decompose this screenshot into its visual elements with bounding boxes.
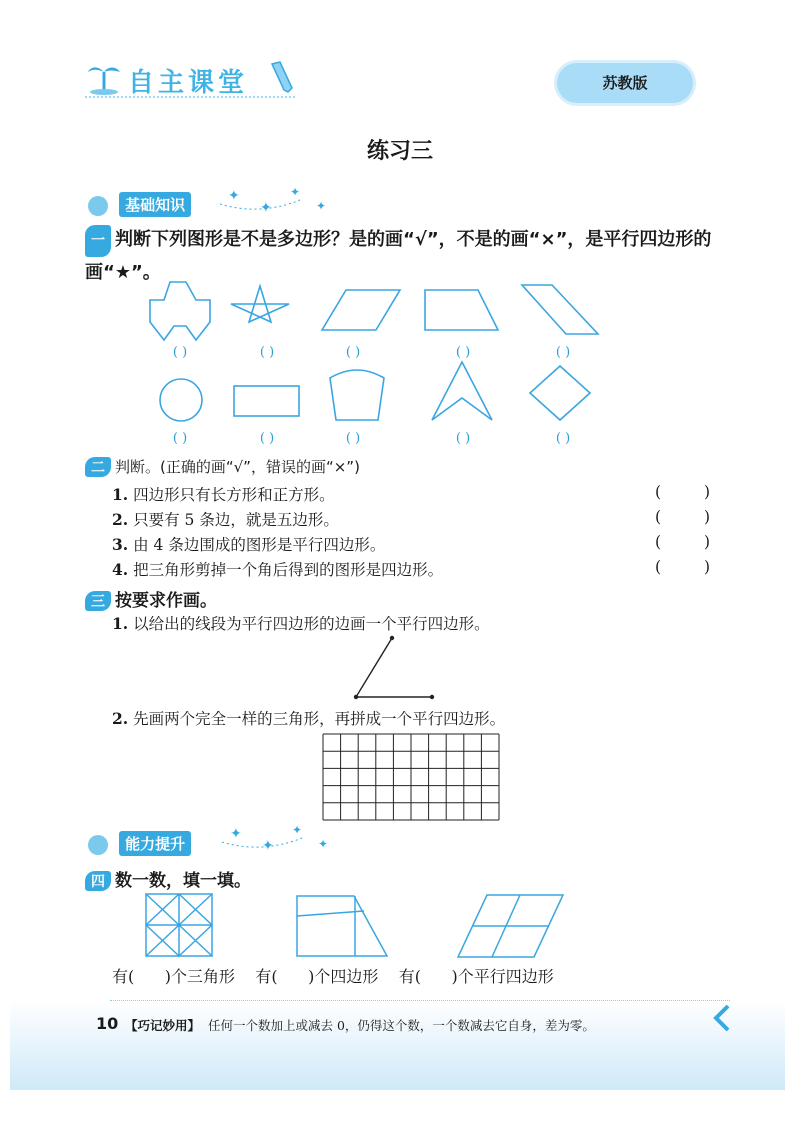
svg-text:✦: ✦ (318, 837, 329, 851)
q4-text: 数一数，填一填。 (115, 871, 251, 891)
svg-text:✦: ✦ (316, 199, 327, 213)
q1-answer-8[interactable]: ( ) (345, 431, 361, 446)
square-triangles-figure (146, 894, 212, 956)
q3-number: 三 (85, 591, 111, 611)
q1-answer-1[interactable]: ( ) (172, 345, 188, 360)
parallelogram-grid-figure (458, 895, 563, 957)
trapezoid-quads-figure (297, 896, 387, 956)
q2-text: 判断。(正确的画“√”，错误的画“×”) (115, 458, 360, 476)
q2-answer-1[interactable]: ( ) (655, 483, 710, 501)
svg-text:✦: ✦ (292, 823, 303, 837)
q2-answer-2[interactable]: ( ) (655, 508, 710, 526)
q1-answer-9[interactable]: ( ) (455, 431, 471, 446)
q4-fill-line[interactable]: 有( )个三角形 有( )个四边形 有( )个平行四边形 (112, 967, 554, 986)
q3-item-1: 1. 以给出的线段为平行四边形的边画一个平行四边形。 (112, 614, 490, 633)
q2-number: 二 (85, 457, 111, 477)
svg-text:✦: ✦ (290, 185, 301, 199)
footer-divider (110, 1000, 730, 1001)
q1-answer-7[interactable]: ( ) (259, 431, 275, 446)
q2-item-1: 1. 四边形只有长方形和正方形。 (112, 485, 335, 504)
svg-text:✦: ✦ (228, 188, 240, 204)
section-advanced-label: 能力提升 (119, 831, 191, 856)
footer-tip (125, 1016, 595, 1034)
page-title: 练习三 (366, 139, 433, 164)
svg-text:✦: ✦ (262, 838, 274, 854)
edition-badge: 苏教版 (557, 63, 693, 103)
q1-answer-3[interactable]: ( ) (345, 345, 361, 360)
q1-text: 判断下列图形是不是多边形？是的画“√”，不是的画“×”，是平行四边形的画“★”。 (85, 229, 712, 283)
header-title: 自主课堂 (128, 68, 249, 98)
q1-answer-10[interactable]: ( ) (555, 431, 571, 446)
q1-answer-4[interactable]: ( ) (455, 345, 471, 360)
q1-answer-6[interactable]: ( ) (172, 431, 188, 446)
q4-number: 四 (85, 871, 111, 891)
section-basic-label: 基础知识 (119, 192, 191, 217)
svg-text:✦: ✦ (230, 826, 242, 842)
q2-item-2: 2. 只要有 5 条边，就是五边形。 (112, 510, 339, 529)
tip-text: 任何一个数加上或减去 0，仍得这个数，一个数减去它自身，差为零。 (207, 1018, 595, 1033)
q2-item-4: 4. 把三角形剪掉一个角后得到的图形是四边形。 (112, 560, 444, 579)
q1-answer-5[interactable]: ( ) (555, 345, 571, 360)
q2-item-3: 3. 由 4 条边围成的图形是平行四边形。 (112, 535, 386, 554)
chevron-left-icon[interactable] (712, 1004, 732, 1032)
q3-item-2: 2. 先画两个完全一样的三角形，再拼成一个平行四边形。 (112, 709, 506, 728)
q2-answer-4[interactable]: ( ) (655, 558, 710, 576)
q3-text: 按要求作画。 (115, 591, 217, 611)
q2-answer-3[interactable]: ( ) (655, 533, 710, 551)
svg-text:✦: ✦ (260, 200, 272, 216)
q1-answer-2[interactable]: ( ) (259, 345, 275, 360)
footer-band (10, 1000, 785, 1090)
q1-number: 一 (85, 225, 111, 257)
page-number: 10 (96, 1014, 119, 1033)
tip-label: 【巧记妙用】 (125, 1018, 201, 1033)
